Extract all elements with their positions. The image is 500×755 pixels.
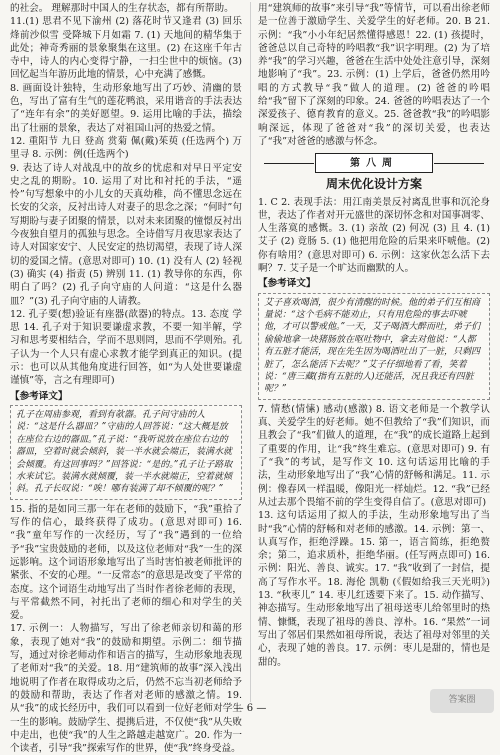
left-paragraph-6: 12. 孔子要(想)验证有座器(歆器)的特点。13. 态度 学 思 14. 孔子对于知识要谦虚求教，不要一知半解，学习和思考要相结合，学而不思则罔，思而不学则殆。孔子认为一个人只有虚心求教才能学到真正的知识。(提示：也可以从其他角度进行回答，如“为人处世要谦虚谨慎”等，言之有理即可)	[10, 308, 242, 387]
right-paragraph-4: 13. 这句话运用了拟人的手法，生动形象地写出了当时“我”心情的舒畅和对老师的感激。14. 示例：第一、认真写作，拒绝浮躁。15. 第一，语言简练，拒绝赘余；第二，追求质朴，拒绝华丽。(任写两点即可) 16. 示例：阳光、善良、诚实。17. “我”收到了一封信，提高了写作水平。18. 海伦 凯勒 (《假如给我三天光明》) 13. “秋枣儿” 14. 枣儿红透要下来了。15. 动作描写、神态描写。生动形象地写出了祖母送枣儿给邻里时的热情、慷慨，表现了祖母的善良、淳朴。16. “果然”一词写出了邻居们果然如祖母所说，表达了祖母对邻里的关心，表现了她的善良。17. 示例：枣儿是甜的，情也是甜的。	[258, 510, 490, 668]
watermark-logo: 答案圈	[430, 689, 494, 713]
reference-translation-box: 孔子在周庙参观，看到有欹器。孔子问守庙的人说：“这是什么器皿？”守庙的人回答说：“这大概是放在座位右边的器皿。”孔子说：“我听说放在座位右边的器皿，空着时就会倾斜，装一半水就会端正，装满水就会倾覆。有这回事吗？”回答说：“是的。”孔子让子路取水来试它。装满水就倾覆，装一半水就端正，空着就倾斜。孔子长叹说：“唉！哪有装满了却不倾覆的呢？”	[10, 405, 242, 500]
left-paragraph-5: 9. 表达了诗人对战乱中的故乡的忧虑和对早日平定安史之乱的期盼。10. 运用了对比和衬托的手法，“遥怜”句写想象中的小儿女的天真幼稚，尚不懂思念远在长安的父亲，反衬出诗人对妻子的思念之深；“何时”句写期盼与妻子团聚的情景，以对未来团聚的憧憬反衬出今夜独自望月的孤独与思念。全诗借写月夜思家表达了诗人对国家安宁、人民安定的热切渴望，表现了诗人深切的爱国之情。(意思对即可) 10. (1) 没有人 (2) 轻视 (3) 确实 (4) 指责 (5) 辨别 11. (1) 教导你的东西，你明白了吗？(2) 孔子向守庙的人问道：“这是什么器皿？”(3) 孔子向守庙的人请教。	[10, 162, 242, 307]
section-title: 周末优化设计方案	[325, 177, 422, 192]
left-paragraph-4: 12. 重阳节 九日 登高 赏菊 佩(戴)茱萸 (任选两个) 万里寻 8. 示例：例(任选两个)	[10, 135, 242, 161]
left-paragraph-3: 8. 画面设计独特，生动形象地写出了巧妙、清幽的景色，写出了富有生气的莲花鸭浪，采用谐音的手法表达了“连年有余”的美好愿望。9. 运用比喻的手法，描绘出了壮丽的景象，表达了对祖国山河的热爱之情。	[10, 82, 242, 134]
reference-translation-heading: 【参考译文】	[10, 390, 68, 402]
left-paragraph-7: 15. 指的是如同三那一年在老师的鼓励下，“我”重拾了写作的信心，最终获得了成功。(意思对即可) 16. “我”童年写作的一次经历，写了“我”遇到的一位给予“我”宝贵鼓励的老师，以及这位老师对“我”一生的深远影响。这个词语形象地写出了当时害怕被老师批评的紧张、不安的心理。“一反常态”的意思是改变了平常的态度。这个词语生动地写出了当时作者徐老师的表现，与平常截然不同，衬托出了老师的细心和对学生的关爱。	[10, 503, 242, 622]
reference-translation-heading-2: 【参考译文】	[258, 278, 316, 290]
column-divider	[250, 2, 251, 702]
left-paragraph-2: 11.(1) 思君不见下渝州 (2) 落花时节又逢君 (3) 回乐烽前沙似雪 受降城下月如霜 7. (1) 天地间的精华集于此处；神奇秀丽的景象聚集在这里。(2) 在这座千年古寺中，诗人的内心变得宁静，一扫尘世中的烦恼。(3) 回忆起当年游历此地的情景，心中充满了感慨。	[10, 16, 242, 81]
left-paragraph-1: 的社会。 理解那时中国人的生存状态，都有所帮助。	[10, 3, 234, 14]
week-banner: 第八周	[315, 153, 433, 173]
answer-page	[10, 2, 490, 755]
left-column	[10, 2, 242, 755]
right-column	[258, 2, 490, 669]
left-paragraph-8: 17. 示例一：人物描写，写出了徐老师亲切和蔼的形象，表现了她对“我”的鼓励和期望。示例二：细节描写，通过对徐老师动作和语言的描写，生动形象地表现了老师对“我”的关爱。18. 用“建筑师的故事”深入浅出地说明了作者在取得成功之后，仍然不忘当初老师给予的鼓励和帮助，表达了作者对老师的感激之情。19. 从“我”的成长经历中，我们可以看到一位好老师对学生一生的影响。鼓励学生、提携后进，不仅使“我”从失败中走出，也使“我”的人生之路越走越宽广。20. 作为一个读者，引导“我”探索写作的世界，使“我”终身受益。	[10, 623, 242, 755]
page-number: — 6 —	[233, 703, 267, 714]
reference-translation-box-2: 艾子喜欢喝酒，很少有清醒的时候。他的弟子们互相商量说：“这个毛病不能劝止，只有用危险的事去吓唬他，才可以警戒他。”一天，艾子喝酒大醉而吐，弟子们偷偷地拿一块猪肠放在呕吐物中，拿去对他说：“人都有五脏才能活，现在先生因为喝酒吐出了一脏，只剩四脏了，怎么能活下去呢？”艾子仔细地看了看，笑着说：“唐三藏(指有五脏的人)还能活，况且我还有四脏呢？”	[258, 293, 490, 400]
right-paragraph-2: 1. C 2. 表现手法：用江南美景反衬离乱世事和沉沦身世，表达了作者对开元盛世的深切怀念和对国事凋零、人生落寞的感慨。3. (1) 亲故 (2) 何况 (3) 且 4. (1) 艾子 (2) 竟肠 5. (1) 他把用危险的后果来吓唬他。(2) 你有啥用？(意思对即可) 6. 示例：这家伙怎么活下去啊？7. 艾子是一个旷达而幽默的人。	[258, 196, 490, 275]
right-paragraph-3: 7. 情愁(情愫) 感动(感激) 8. 语文老师是一个教学认真、关爱学生的好老师。她不但教给了“我”们知识，而且教会了“我”们做人的道理，在“我”的成长道路上起到了重要的作用，让“我”终生难忘。(意思对即可) 9. 有了“我”的考试，是写作文 10. 这句话运用比喻的手法，生动形象地写出了“我”心情的舒畅和满足。11. 示例：像春风一样温暖，像阳光一样灿烂。12. “我”已经从过去那个畏缩不前的学生变得自信了。(意思对即可)	[258, 403, 490, 508]
right-paragraph-1: 用“建筑师的故事”来引导“我”等情节，可以看出徐老师是一位善于激励学生、关爱学生的好老师。20. B 21. 示例：“我”小小年纪居然懂得感恩！22. (1) 孩提时，爸爸总以自己奇特的吟唱教“我”识字明理。(2) 为了培养“我”的学习兴趣，爸爸在生活中处处注意引导，深刻地影响了“我”。23. 示例：(1) 上学后，爸爸仍然用吟唱的方式教导“我”做人的道理。(2) 爸爸的吟唱给“我”留下了深刻的印象。24. 爸爸的吟唱表达了一个深爱孩子、德育教育的意义。25. 爸爸教“我”的吟唱影响深远，体现了爸爸对“我”的深切关爱，也表达了“我”对爸爸的感激与怀念。	[258, 3, 490, 147]
